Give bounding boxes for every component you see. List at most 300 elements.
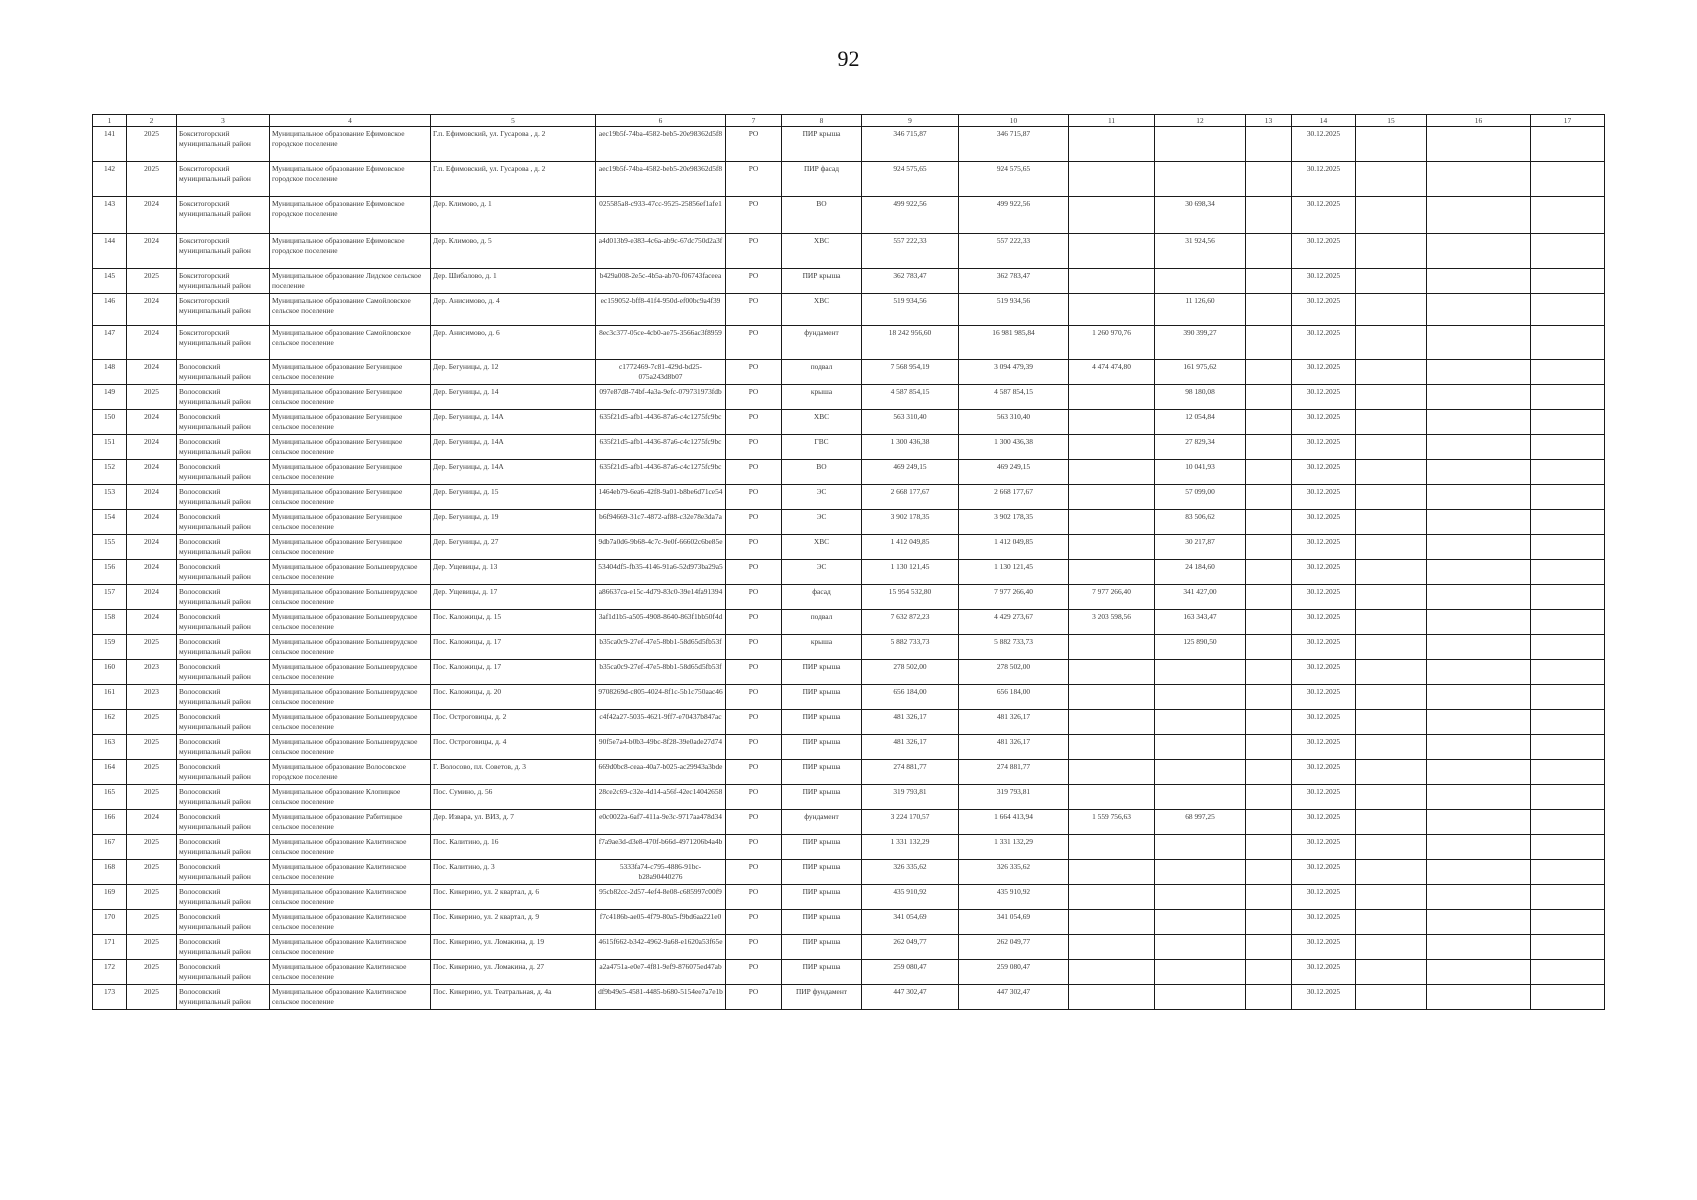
- cost-cell: [1155, 985, 1246, 1010]
- cost-cell: 469 249,15: [959, 460, 1069, 485]
- empty-cell: [1246, 535, 1292, 560]
- house-guid-cell: c4f42a27-5035-4621-9ff7-e70437b847ac: [596, 710, 726, 735]
- date-cell: 30.12.2025: [1292, 269, 1356, 294]
- date-cell: 30.12.2025: [1292, 234, 1356, 269]
- table-row: [93, 985, 1605, 1010]
- cost-cell: 1 664 413,94: [959, 810, 1069, 835]
- house-guid-cell: 669d0bc8-ceaa-40a7-b025-ac29943a3bde: [596, 760, 726, 785]
- district-cell: Волосовский муниципальный район: [177, 735, 270, 760]
- house-guid-cell: 097e87d8-74bf-4a3a-9efc-079731973fdb: [596, 385, 726, 410]
- work-type-cell: ХВС: [782, 410, 862, 435]
- total-cost-cell: 341 054,69: [862, 910, 959, 935]
- empty-cell: [1427, 510, 1531, 535]
- work-type-cell: ПИР крыша: [782, 960, 862, 985]
- year-cell: 2025: [127, 885, 177, 910]
- empty-cell: [1246, 810, 1292, 835]
- cost-cell: [1069, 162, 1155, 197]
- work-type-cell: ПИР крыша: [782, 127, 862, 162]
- empty-cell: [1246, 360, 1292, 385]
- municipality-cell: Муниципальное образование Большеврудское сельское поселение: [270, 685, 431, 710]
- work-type-cell: ПИР крыша: [782, 735, 862, 760]
- address-cell: Дер. Бегуницы, д. 14А: [431, 410, 596, 435]
- cost-cell: 274 881,77: [959, 760, 1069, 785]
- municipality-cell: Муниципальное образование Бегуницкое сельское поселение: [270, 410, 431, 435]
- row-number-cell: 152: [93, 460, 127, 485]
- empty-cell: [1246, 410, 1292, 435]
- work-type-cell: ВО: [782, 197, 862, 234]
- empty-cell: [1427, 810, 1531, 835]
- empty-cell: [1531, 485, 1605, 510]
- municipality-cell: Муниципальное образование Ефимовское городское поселение: [270, 234, 431, 269]
- table-row: [93, 234, 1605, 269]
- row-number-cell: 147: [93, 326, 127, 360]
- address-cell: Дер. Анисимово, д. 6: [431, 326, 596, 360]
- row-number-cell: 153: [93, 485, 127, 510]
- year-cell: 2024: [127, 535, 177, 560]
- house-guid-cell: 3af1d1b5-a505-4908-8640-863f1bb50f4d: [596, 610, 726, 635]
- address-cell: Дер. Бегуницы, д. 12: [431, 360, 596, 385]
- table-row: [93, 660, 1605, 685]
- municipality-cell: Муниципальное образование Самойловское сельское поселение: [270, 294, 431, 326]
- empty-cell: [1427, 935, 1531, 960]
- work-type-cell: фундамент: [782, 810, 862, 835]
- date-cell: 30.12.2025: [1292, 460, 1356, 485]
- table-row: [93, 785, 1605, 810]
- empty-cell: [1427, 710, 1531, 735]
- table-row: [93, 885, 1605, 910]
- empty-cell: [1427, 197, 1531, 234]
- cost-cell: 1 300 436,38: [959, 435, 1069, 460]
- row-number-cell: 144: [93, 234, 127, 269]
- cost-cell: [1155, 127, 1246, 162]
- year-cell: 2025: [127, 985, 177, 1010]
- type-cell: РО: [726, 485, 782, 510]
- municipality-cell: Муниципальное образование Бегуницкое сельское поселение: [270, 535, 431, 560]
- cost-cell: [1069, 910, 1155, 935]
- address-cell: Г. Волосово, пл. Советов, д. 3: [431, 760, 596, 785]
- work-type-cell: ХВС: [782, 234, 862, 269]
- type-cell: РО: [726, 269, 782, 294]
- total-cost-cell: 362 783,47: [862, 269, 959, 294]
- house-guid-cell: 4615f662-b342-4962-9a68-e1620a53f65e: [596, 935, 726, 960]
- empty-cell: [1356, 385, 1427, 410]
- empty-cell: [1246, 985, 1292, 1010]
- cost-cell: 262 049,77: [959, 935, 1069, 960]
- empty-cell: [1246, 460, 1292, 485]
- type-cell: РО: [726, 710, 782, 735]
- type-cell: РО: [726, 835, 782, 860]
- type-cell: РО: [726, 162, 782, 197]
- district-cell: Бокситогорский муниципальный район: [177, 326, 270, 360]
- cost-cell: [1069, 485, 1155, 510]
- municipality-cell: Муниципальное образование Большеврудское сельское поселение: [270, 585, 431, 610]
- district-cell: Волосовский муниципальный район: [177, 710, 270, 735]
- cost-cell: [1155, 785, 1246, 810]
- work-type-cell: подвал: [782, 610, 862, 635]
- column-header: 1: [93, 115, 127, 127]
- type-cell: РО: [726, 410, 782, 435]
- type-cell: РО: [726, 585, 782, 610]
- work-type-cell: ЭС: [782, 560, 862, 585]
- house-guid-cell: aec19b5f-74ba-4582-beb5-20e98362d5f8: [596, 162, 726, 197]
- empty-cell: [1427, 435, 1531, 460]
- empty-cell: [1531, 685, 1605, 710]
- column-header: 10: [959, 115, 1069, 127]
- empty-cell: [1531, 760, 1605, 785]
- work-type-cell: ПИР крыша: [782, 885, 862, 910]
- cost-cell: 341 054,69: [959, 910, 1069, 935]
- empty-cell: [1356, 197, 1427, 234]
- work-type-cell: ПИР крыша: [782, 910, 862, 935]
- year-cell: 2024: [127, 294, 177, 326]
- cost-cell: 4 474 474,80: [1069, 360, 1155, 385]
- cost-cell: 1 559 756,63: [1069, 810, 1155, 835]
- cost-cell: 3 902 178,35: [959, 510, 1069, 535]
- house-guid-cell: 635f21d5-afb1-4436-87a6-c4c1275fc9bc: [596, 410, 726, 435]
- date-cell: 30.12.2025: [1292, 960, 1356, 985]
- empty-cell: [1246, 435, 1292, 460]
- table-row: [93, 269, 1605, 294]
- house-guid-cell: e0c0022a-6af7-411a-9e3c-9717aa478d34: [596, 810, 726, 835]
- empty-cell: [1356, 460, 1427, 485]
- work-type-cell: ПИР крыша: [782, 269, 862, 294]
- work-type-cell: крыша: [782, 385, 862, 410]
- total-cost-cell: 557 222,33: [862, 234, 959, 269]
- year-cell: 2025: [127, 760, 177, 785]
- empty-cell: [1246, 234, 1292, 269]
- empty-cell: [1427, 835, 1531, 860]
- table-row: [93, 197, 1605, 234]
- row-number-cell: 151: [93, 435, 127, 460]
- total-cost-cell: 319 793,81: [862, 785, 959, 810]
- row-number-cell: 154: [93, 510, 127, 535]
- year-cell: 2025: [127, 127, 177, 162]
- total-cost-cell: 563 310,40: [862, 410, 959, 435]
- table-row: [93, 960, 1605, 985]
- table-row: [93, 935, 1605, 960]
- year-cell: 2025: [127, 269, 177, 294]
- row-number-cell: 145: [93, 269, 127, 294]
- address-cell: Пос. Сумино, д. 56: [431, 785, 596, 810]
- empty-cell: [1531, 935, 1605, 960]
- empty-cell: [1246, 385, 1292, 410]
- municipality-cell: Муниципальное образование Большеврудское сельское поселение: [270, 710, 431, 735]
- address-cell: Пос. Каложицы, д. 17: [431, 660, 596, 685]
- date-cell: 30.12.2025: [1292, 760, 1356, 785]
- row-number-cell: 170: [93, 910, 127, 935]
- date-cell: 30.12.2025: [1292, 510, 1356, 535]
- empty-cell: [1356, 269, 1427, 294]
- empty-cell: [1246, 197, 1292, 234]
- empty-cell: [1531, 269, 1605, 294]
- district-cell: Волосовский муниципальный район: [177, 435, 270, 460]
- row-number-cell: 141: [93, 127, 127, 162]
- empty-cell: [1531, 234, 1605, 269]
- cost-cell: [1155, 960, 1246, 985]
- cost-cell: [1069, 710, 1155, 735]
- cost-cell: 341 427,00: [1155, 585, 1246, 610]
- cost-cell: [1069, 294, 1155, 326]
- empty-cell: [1427, 635, 1531, 660]
- empty-cell: [1531, 860, 1605, 885]
- empty-cell: [1356, 985, 1427, 1010]
- municipality-cell: Муниципальное образование Калитинское сельское поселение: [270, 885, 431, 910]
- empty-cell: [1531, 610, 1605, 635]
- year-cell: 2025: [127, 162, 177, 197]
- year-cell: 2025: [127, 935, 177, 960]
- total-cost-cell: 262 049,77: [862, 935, 959, 960]
- empty-cell: [1531, 885, 1605, 910]
- address-cell: Дер. Шибалово, д. 1: [431, 269, 596, 294]
- empty-cell: [1246, 935, 1292, 960]
- cost-cell: 1 260 970,76: [1069, 326, 1155, 360]
- type-cell: РО: [726, 234, 782, 269]
- row-number-cell: 158: [93, 610, 127, 635]
- column-header: 9: [862, 115, 959, 127]
- cost-cell: 924 575,65: [959, 162, 1069, 197]
- empty-cell: [1531, 810, 1605, 835]
- district-cell: Волосовский муниципальный район: [177, 910, 270, 935]
- work-type-cell: фасад: [782, 585, 862, 610]
- district-cell: Волосовский муниципальный район: [177, 785, 270, 810]
- total-cost-cell: 481 326,17: [862, 710, 959, 735]
- house-guid-cell: 5333fa74-c795-4886-91bc-b28a90440276: [596, 860, 726, 885]
- empty-cell: [1356, 162, 1427, 197]
- cost-cell: 5 882 733,73: [959, 635, 1069, 660]
- column-header: 5: [431, 115, 596, 127]
- empty-cell: [1356, 860, 1427, 885]
- cost-cell: 98 180,08: [1155, 385, 1246, 410]
- municipality-cell: Муниципальное образование Бегуницкое сельское поселение: [270, 510, 431, 535]
- municipality-cell: Муниципальное образование Ефимовское городское поселение: [270, 127, 431, 162]
- house-guid-cell: 9708269d-c805-4024-8f1c-5b1c750aac46: [596, 685, 726, 710]
- municipality-cell: Муниципальное образование Калитинское сельское поселение: [270, 960, 431, 985]
- total-cost-cell: 481 326,17: [862, 735, 959, 760]
- empty-cell: [1531, 510, 1605, 535]
- empty-cell: [1356, 960, 1427, 985]
- total-cost-cell: 469 249,15: [862, 460, 959, 485]
- cost-cell: [1069, 685, 1155, 710]
- house-guid-cell: f7c4186b-ae05-4f79-80a5-f9bd6aa221e0: [596, 910, 726, 935]
- empty-cell: [1356, 810, 1427, 835]
- address-cell: Пос. Каложицы, д. 15: [431, 610, 596, 635]
- district-cell: Волосовский муниципальный район: [177, 810, 270, 835]
- cost-cell: 563 310,40: [959, 410, 1069, 435]
- empty-cell: [1427, 960, 1531, 985]
- district-cell: Волосовский муниципальный район: [177, 460, 270, 485]
- cost-cell: 435 910,92: [959, 885, 1069, 910]
- address-cell: Пос. Кикерино, ул. Ломакина, д. 27: [431, 960, 596, 985]
- cost-cell: 1 130 121,45: [959, 560, 1069, 585]
- address-cell: Дер. Климово, д. 1: [431, 197, 596, 234]
- date-cell: 30.12.2025: [1292, 785, 1356, 810]
- address-cell: Г.п. Ефимовский, ул. Гусарова , д. 2: [431, 162, 596, 197]
- date-cell: 30.12.2025: [1292, 810, 1356, 835]
- cost-cell: [1069, 635, 1155, 660]
- address-cell: Пос. Кикерино, ул. Театральная, д. 4а: [431, 985, 596, 1010]
- district-cell: Волосовский муниципальный район: [177, 635, 270, 660]
- empty-cell: [1531, 127, 1605, 162]
- municipality-cell: Муниципальное образование Бегуницкое сельское поселение: [270, 385, 431, 410]
- address-cell: Дер. Ущевицы, д. 17: [431, 585, 596, 610]
- table-row: [93, 535, 1605, 560]
- work-type-cell: ПИР крыша: [782, 660, 862, 685]
- cost-cell: 163 343,47: [1155, 610, 1246, 635]
- total-cost-cell: 259 080,47: [862, 960, 959, 985]
- municipality-cell: Муниципальное образование Большеврудское сельское поселение: [270, 610, 431, 635]
- cost-cell: 7 977 266,40: [1069, 585, 1155, 610]
- municipality-cell: Муниципальное образование Бегуницкое сельское поселение: [270, 460, 431, 485]
- cost-cell: [1069, 510, 1155, 535]
- date-cell: 30.12.2025: [1292, 885, 1356, 910]
- address-cell: Дер. Бегуницы, д. 27: [431, 535, 596, 560]
- total-cost-cell: 274 881,77: [862, 760, 959, 785]
- row-number-cell: 173: [93, 985, 127, 1010]
- empty-cell: [1427, 560, 1531, 585]
- type-cell: РО: [726, 197, 782, 234]
- type-cell: РО: [726, 127, 782, 162]
- empty-cell: [1427, 410, 1531, 435]
- house-guid-cell: 9db7a0d6-9b68-4c7c-9e0f-66602c6be85e: [596, 535, 726, 560]
- column-header: 14: [1292, 115, 1356, 127]
- year-cell: 2025: [127, 835, 177, 860]
- district-cell: Волосовский муниципальный район: [177, 760, 270, 785]
- column-header: 2: [127, 115, 177, 127]
- work-type-cell: ПИР крыша: [782, 835, 862, 860]
- municipality-cell: Муниципальное образование Калитинское сельское поселение: [270, 860, 431, 885]
- register-table: [92, 114, 1605, 1010]
- type-cell: РО: [726, 610, 782, 635]
- total-cost-cell: 3 902 178,35: [862, 510, 959, 535]
- work-type-cell: крыша: [782, 635, 862, 660]
- total-cost-cell: 326 335,62: [862, 860, 959, 885]
- address-cell: Пос. Калитино, д. 16: [431, 835, 596, 860]
- district-cell: Бокситогорский муниципальный район: [177, 269, 270, 294]
- table-row: [93, 460, 1605, 485]
- district-cell: Волосовский муниципальный район: [177, 485, 270, 510]
- empty-cell: [1531, 710, 1605, 735]
- empty-cell: [1356, 294, 1427, 326]
- cost-cell: 481 326,17: [959, 710, 1069, 735]
- empty-cell: [1246, 860, 1292, 885]
- cost-cell: [1155, 835, 1246, 860]
- table-row: [93, 385, 1605, 410]
- empty-cell: [1246, 785, 1292, 810]
- cost-cell: [1155, 162, 1246, 197]
- empty-cell: [1427, 910, 1531, 935]
- house-guid-cell: 28ce2c69-c32e-4d14-a56f-42ec14042658: [596, 785, 726, 810]
- address-cell: Г.п. Ефимовский, ул. Гусарова , д. 2: [431, 127, 596, 162]
- year-cell: 2024: [127, 360, 177, 385]
- district-cell: Волосовский муниципальный район: [177, 360, 270, 385]
- district-cell: Волосовский муниципальный район: [177, 660, 270, 685]
- empty-cell: [1246, 294, 1292, 326]
- row-number-cell: 143: [93, 197, 127, 234]
- empty-cell: [1356, 535, 1427, 560]
- house-guid-cell: 53404df5-fb35-4146-91a6-52d973ba29a5: [596, 560, 726, 585]
- empty-cell: [1427, 760, 1531, 785]
- year-cell: 2024: [127, 585, 177, 610]
- address-cell: Дер. Извара, ул. ВИЗ, д. 7: [431, 810, 596, 835]
- house-guid-cell: ec159052-bff8-41f4-950d-ef00bc9a4f39: [596, 294, 726, 326]
- cost-cell: 3 094 479,39: [959, 360, 1069, 385]
- type-cell: РО: [726, 735, 782, 760]
- empty-cell: [1356, 635, 1427, 660]
- row-number-cell: 146: [93, 294, 127, 326]
- empty-cell: [1531, 560, 1605, 585]
- empty-cell: [1246, 127, 1292, 162]
- table-row: [93, 294, 1605, 326]
- empty-cell: [1246, 835, 1292, 860]
- house-guid-cell: b35ca0c9-27ef-47e5-8bb1-58d65d5fb53f: [596, 660, 726, 685]
- house-guid-cell: 025585a8-c933-47cc-9525-25856ef1afe1: [596, 197, 726, 234]
- type-cell: РО: [726, 560, 782, 585]
- house-guid-cell: 1464eb79-6ea6-42f8-9a01-b8be6d71ce54: [596, 485, 726, 510]
- table-row: [93, 860, 1605, 885]
- municipality-cell: Муниципальное образование Ефимовское городское поселение: [270, 197, 431, 234]
- date-cell: 30.12.2025: [1292, 685, 1356, 710]
- house-guid-cell: a2a4751a-e0e7-4f81-9ef9-876075ed47ab: [596, 960, 726, 985]
- empty-cell: [1427, 860, 1531, 885]
- municipality-cell: Муниципальное образование Большеврудское сельское поселение: [270, 735, 431, 760]
- empty-cell: [1531, 735, 1605, 760]
- house-guid-cell: 635f21d5-afb1-4436-87a6-c4c1275fc9bc: [596, 435, 726, 460]
- empty-cell: [1427, 985, 1531, 1010]
- empty-cell: [1246, 635, 1292, 660]
- cost-cell: 390 399,27: [1155, 326, 1246, 360]
- work-type-cell: ПИР фундамент: [782, 985, 862, 1010]
- total-cost-cell: 656 184,00: [862, 685, 959, 710]
- address-cell: Пос. Остроговицы, д. 2: [431, 710, 596, 735]
- cost-cell: 4 587 854,15: [959, 385, 1069, 410]
- house-guid-cell: b6f94669-31c7-4872-af88-c32e78e3da7a: [596, 510, 726, 535]
- district-cell: Волосовский муниципальный район: [177, 835, 270, 860]
- type-cell: РО: [726, 460, 782, 485]
- address-cell: Пос. Каложицы, д. 20: [431, 685, 596, 710]
- date-cell: 30.12.2025: [1292, 127, 1356, 162]
- cost-cell: [1069, 960, 1155, 985]
- cost-cell: [1069, 735, 1155, 760]
- row-number-cell: 142: [93, 162, 127, 197]
- date-cell: 30.12.2025: [1292, 860, 1356, 885]
- type-cell: РО: [726, 785, 782, 810]
- table-row: [93, 710, 1605, 735]
- cost-cell: [1155, 710, 1246, 735]
- total-cost-cell: 2 668 177,67: [862, 485, 959, 510]
- work-type-cell: ПИР крыша: [782, 785, 862, 810]
- cost-cell: 125 890,50: [1155, 635, 1246, 660]
- cost-cell: [1069, 785, 1155, 810]
- row-number-cell: 161: [93, 685, 127, 710]
- row-number-cell: 169: [93, 885, 127, 910]
- work-type-cell: ПИР крыша: [782, 760, 862, 785]
- table-row: [93, 485, 1605, 510]
- date-cell: 30.12.2025: [1292, 935, 1356, 960]
- year-cell: 2025: [127, 785, 177, 810]
- empty-cell: [1246, 960, 1292, 985]
- cost-cell: [1155, 735, 1246, 760]
- table-row: [93, 162, 1605, 197]
- table-row: [93, 127, 1605, 162]
- empty-cell: [1427, 162, 1531, 197]
- work-type-cell: ЭС: [782, 510, 862, 535]
- type-cell: РО: [726, 935, 782, 960]
- cost-cell: 31 924,56: [1155, 234, 1246, 269]
- municipality-cell: Муниципальное образование Калитинское сельское поселение: [270, 985, 431, 1010]
- row-number-cell: 163: [93, 735, 127, 760]
- date-cell: 30.12.2025: [1292, 585, 1356, 610]
- work-type-cell: ПИР крыша: [782, 860, 862, 885]
